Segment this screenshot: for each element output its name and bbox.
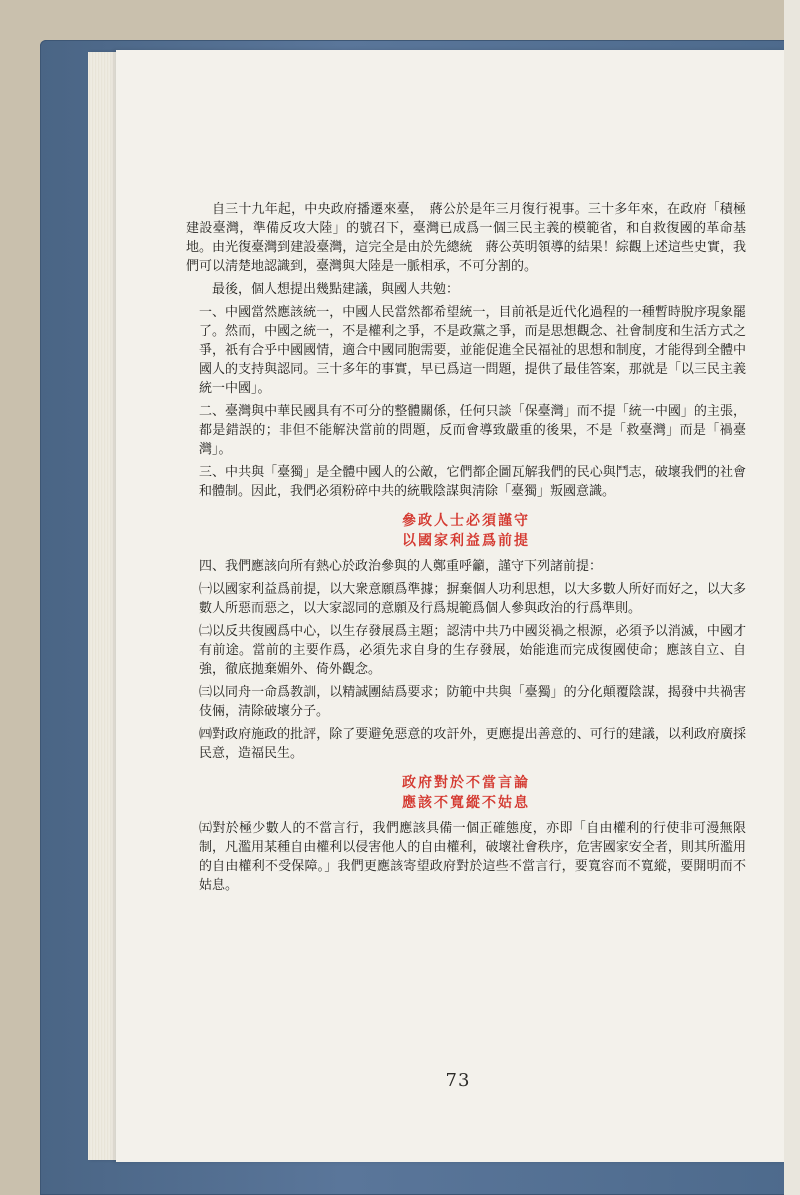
section-participation xyxy=(186,511,746,763)
list-item: 四、我們應該向所有熱心於政治參與的人鄭重呼籲，謹守下列諸前提： xyxy=(199,559,603,574)
paragraph: 最後，個人想提出幾點建議，與國人共勉： xyxy=(212,282,460,297)
section-intro xyxy=(186,200,746,501)
list-item: ㈡以反共復國爲中心，以生存發展爲主題；認淸中共乃中國災禍之根源，必須予以消滅，中國才有前途。當前的主要作爲，必須先求自身的生存發展，始能進而完成復國使命；應該自立、自強，徹底拋棄媚外、倚外觀念。 xyxy=(199,624,746,677)
page-number: 73 xyxy=(445,1070,471,1091)
book-page xyxy=(116,50,800,1162)
list-item: ㈤對於極少數人的不當言行，我們應該具備一個正確態度，亦即「自由權利的行使非可漫無限制，凡濫用某種自由權利以侵害他人的自由權利，破壞社會秩序，危害國家安全者，則其所濫用的自由權利不受保障。」我們更應該寄望政府對於這些不當言行，要寬容而不寬縱，要開明而不姑息。 xyxy=(199,821,746,893)
list-item: ㈣對政府施政的批評，除了要避免惡意的攻訐外，更應提出善意的、可行的建議，以利政府廣採民意，造福民生。 xyxy=(199,727,746,761)
page-edges xyxy=(88,52,118,1160)
heading-line: 以國家利益爲前提 xyxy=(402,533,530,549)
page-body xyxy=(186,200,746,1070)
list-item: ㈢以同舟一命爲教訓，以精誠團結爲要求；防範中共與「臺獨」的分化顛覆陰謀，揭發中共禍害伎倆，淸除破壞分子。 xyxy=(199,685,746,719)
section-heading xyxy=(186,773,746,813)
section-heading xyxy=(186,511,746,551)
paragraph: 自三十九年起，中央政府播遷來臺， 蔣公於是年三月復行視事。三十多年來，在政府「積極建設臺灣，準備反攻大陸」的號召下，臺灣已成爲一個三民主義的模範省，和自救復國的革命基地。由光復臺灣到建設臺灣，這完全是由於先總統 蔣公英明領導的結果！綜觀上述這些史實，我們可以淸楚地認識到，臺灣與大陸是一脈相承，不可分割的。 xyxy=(186,202,746,274)
list-item: ㈠以國家利益爲前提，以大衆意願爲準據；摒棄個人功利思想，以大多數人所好而好之，以大多數人所惡而惡之，以大家認同的意願及行爲規範爲個人參與政治的行爲準則。 xyxy=(199,582,746,616)
list-item: 一、中國當然應該統一，中國人民當然都希望統一，目前祇是近代化過程的一種暫時脫序現象罷了。然而，中國之統一，不是權利之爭，不是政黨之爭，而是思想觀念、社會制度和生活方式之爭，祇有合乎中國國情，適合中國同胞需要，並能促進全民福祉的思想和制度，才能得到全體中國人的支持與認同。三十多年的事實，早已爲這一問題，提供了最佳答案，那就是「以三民主義統一中國」。 xyxy=(199,305,746,396)
heading-line: 應該不寬縱不姑息 xyxy=(402,795,530,811)
list-item: 二、臺灣與中華民國具有不可分的整體關係，任何只談「保臺灣」而不提「統一中國」的主張，都是錯誤的；非但不能解決當前的問題，反而會導致嚴重的後果，不是「救臺灣」而是「禍臺灣」。 xyxy=(199,404,746,457)
section-government xyxy=(186,773,746,895)
heading-line: 政府對於不當言論 xyxy=(402,775,530,791)
adjacent-page-edge xyxy=(784,0,800,1195)
heading-line: 參政人士必須謹守 xyxy=(402,513,530,529)
list-item: 三、中共與「臺獨」是全體中國人的公敵，它們都企圖瓦解我們的民心與鬥志，破壞我們的社會和體制。因此，我們必須粉碎中共的統戰陰謀與淸除「臺獨」叛國意識。 xyxy=(199,465,746,499)
